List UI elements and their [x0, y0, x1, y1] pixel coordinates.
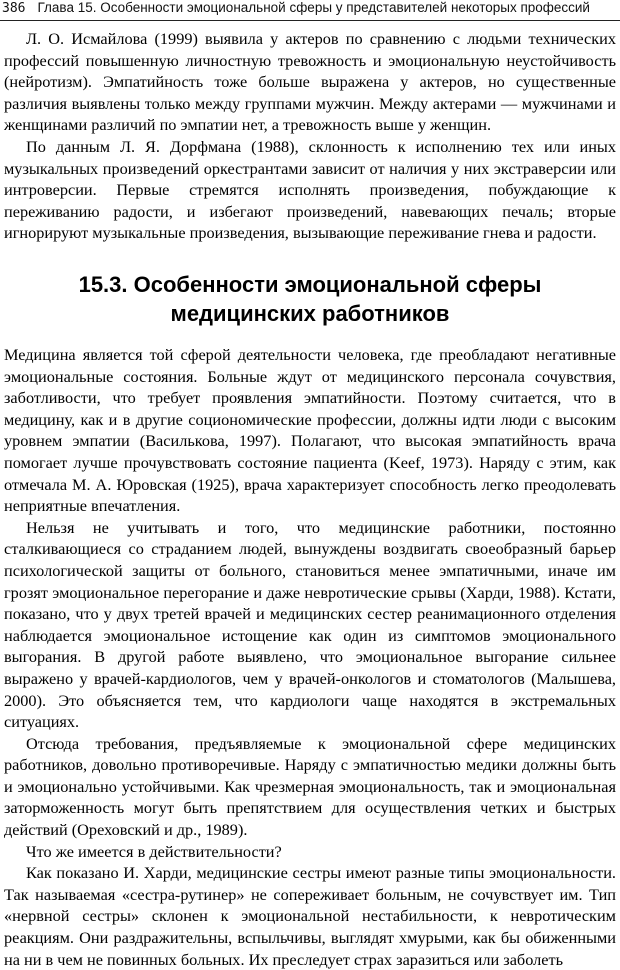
- intro-text-block: [4, 28, 616, 244]
- paragraph: Что же имеется в действительности?: [26, 841, 282, 861]
- chapter-title: Глава 15. Особенности эмоциональной сферы у представителей некоторых профессий: [37, 0, 590, 15]
- paragraph: Как показано И. Харди, медицинские сестры имеют разные типы эмоциональности. Так называемая «сестра-рутинер» не сопереживает больным, не сочувствует им. Тип «нервной сестры» склонен к эмоциональной нестабильности, к невротическим реакциям. Они раздражительны, вспыльчивы, выглядят хмурыми, как бы обиженными на ни в чем не повинных больных. Их преследует страх заразиться или заболеть: [4, 863, 616, 969]
- paragraph: Отсюда требования, предъявляемые к эмоциональной сфере медицинских работников, довольно противоречивые. Наряду с эмпатичностью медики должны быть и эмоционально устойчивыми. Как чрезмерная эмоциональность, так и эмоциональная заторможенность могут быть препятствием для осуществления четких и быстрых действий (Ореховский и др., 1989).: [4, 733, 616, 840]
- page-number: 386: [2, 1, 26, 16]
- header-rule: [0, 20, 620, 21]
- section-heading: [0, 270, 620, 328]
- paragraph: По данным Л. Я. Дорфмана (1988), склонность к исполнению тех или иных музыкальных произведений оркестрантами зависит от наличия у них экстраверсии или интроверсии. Первые стремятся исполнять произведения, побуждающие к переживанию радости, и избегают произведений, навевающих печаль; вторые игнорируют музыкальные произведения, вызывающие переживание гнева и радости.: [4, 136, 616, 243]
- paragraph: Нельзя не учитывать и того, что медицинские работники, постоянно сталкивающиеся со страданием людей, вынуждены воздвигать своеобразный барьер психологической защиты от больного, становиться менее эмпатичными, иначе им грозят эмоциональное перегорание и даже невротические срывы (Харди, 1988). Кстати, показано, что у двух третей врачей и медицинских сестер реанимационного отделения наблюдается эмоциональное истощение как один из симптомов эмоционального выгорания. В другой работе выявлено, что эмоциональное выгорание сильнее выражено у врачей-кардиологов, чем у врачей-онкологов и стоматологов (Малышева, 2000). Это объясняется тем, что кардиологи чаще находятся в экстремальных ситуациях.: [4, 517, 616, 732]
- paragraph: Медицина является той сферой деятельности человека, где преобладают негативные эмоциональные состояния. Больные ждут от медицинского персонала сочувствия, заботливости, что требует проявления эмпатийности. Поэтому считается, что в медицину, как и в другие социономические профессии, должны идти люди с высоким уровнем эмпатии (Василькова, 1997). Полагают, что высокая эмпатийность врача помогает лучше прочувствовать состояние пациента (Keef, 1973). Наряду с этим, как отмечала М. А. Юровская (1925), врача характеризует способность легко преодолевать неприятные впечатления.: [4, 345, 616, 516]
- running-header: [2, 0, 616, 20]
- section-heading-line: медицинских работников: [170, 301, 450, 326]
- section-heading-line: 15.3. Особенности эмоциональной сферы: [78, 272, 542, 297]
- paragraph: Л. О. Исмайлова (1999) выявила у актеров по сравнению с людьми технических профессий повышенную личностную тревожность и эмоциональную неустойчивость (нейротизм). Эмпатийность тоже больше выражена у актеров, но существенные различия выявлены только между группами мужчин. Между актерами — мужчинами и женщинами различий по эмпатии нет, а тревожность выше у женщин.: [4, 29, 616, 135]
- section-text-block: [4, 344, 616, 970]
